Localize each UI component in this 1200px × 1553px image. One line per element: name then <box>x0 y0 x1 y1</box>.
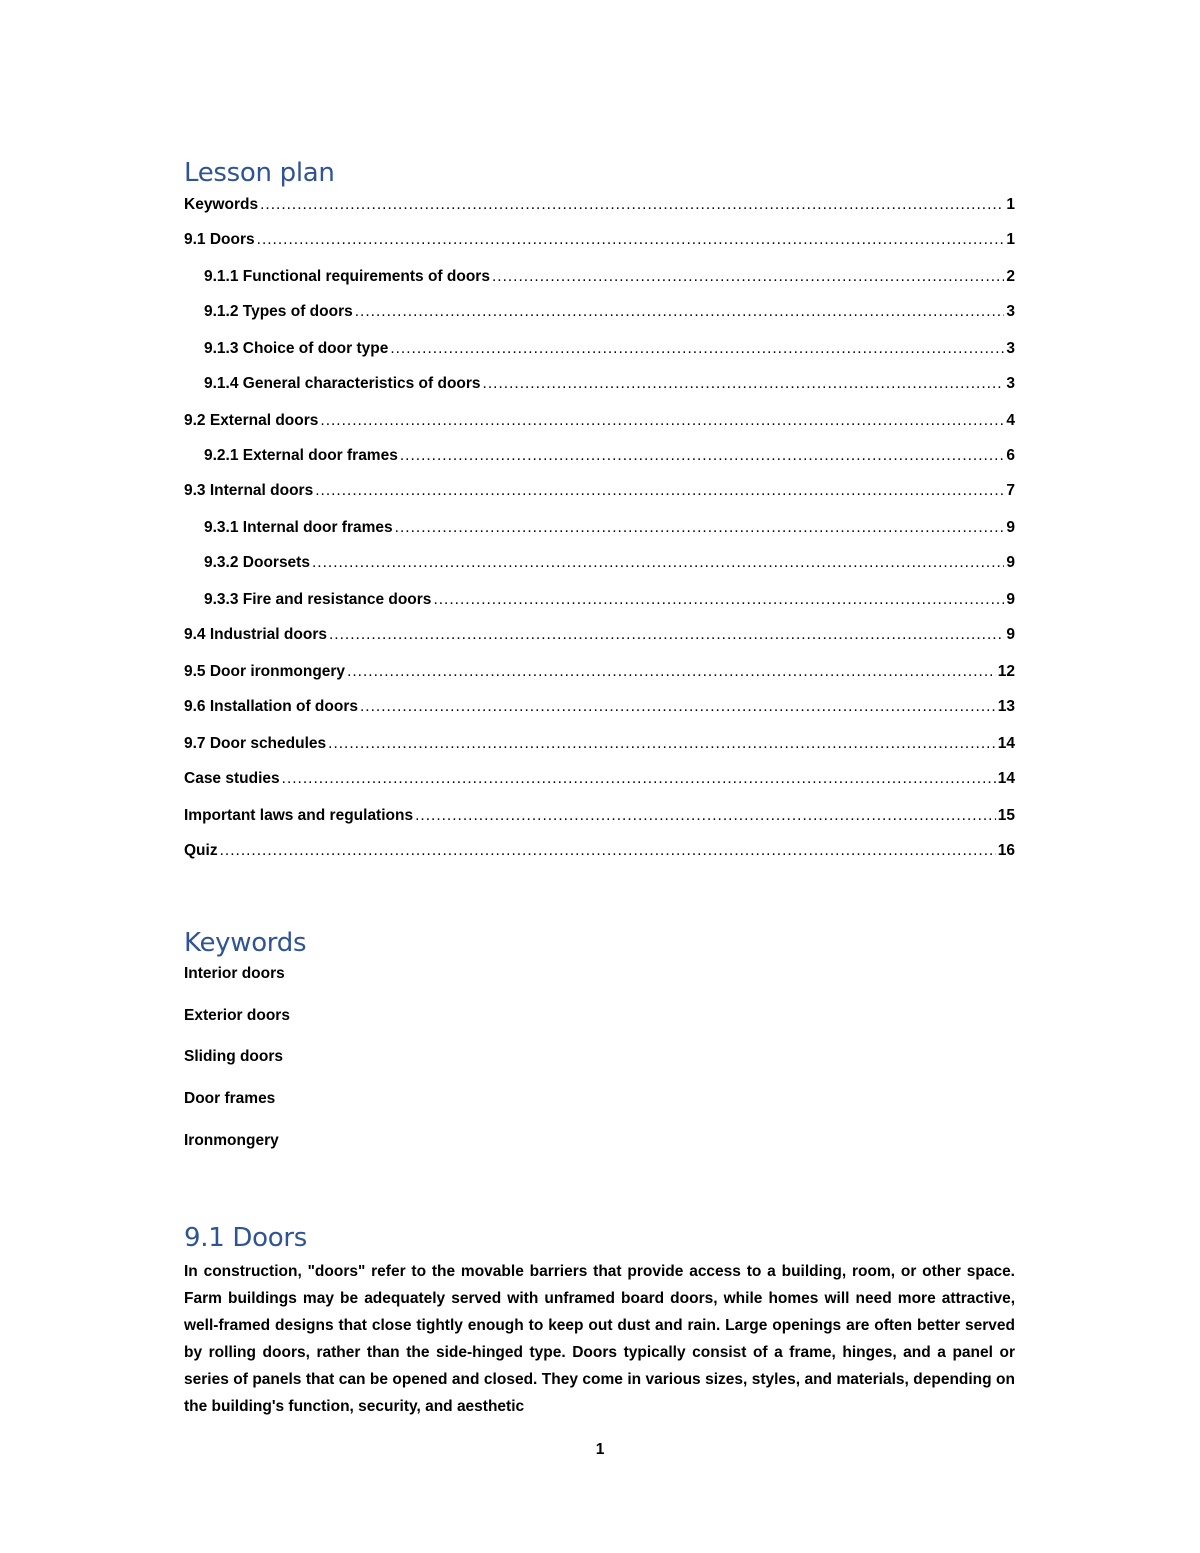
toc-entry[interactable] <box>184 340 1015 362</box>
toc-leader-dots <box>257 231 1005 249</box>
toc-entry-page: 9 <box>1006 554 1015 571</box>
toc-entry-text: 9.1.3 Choice of door type <box>204 340 389 357</box>
toc-entry[interactable] <box>184 807 1015 829</box>
toc-leader-dots <box>433 591 1004 609</box>
toc-leader-dots <box>400 447 1005 465</box>
toc-entry[interactable] <box>184 735 1015 757</box>
toc-entry-page: 12 <box>997 663 1015 680</box>
toc-entry[interactable] <box>184 698 1015 720</box>
toc-entry[interactable] <box>184 447 1015 469</box>
section-paragraph: In construction, "doors" refer to the movable barriers that provide access to a building, room, or other space. Farm buildings may be adequately served with unframed board doors, while homes will need more attractive, well-framed designs that close tightly enough to keep out dust and rain. Large openings are often better served by rolling doors, rather than the side-hinged type. Doors typically consist of a frame, hinges, and a panel or series of panels that can be opened and closed. They come in various sizes, styles, and materials, depending on the building's function, security, and aesthetic <box>184 1263 1015 1415</box>
toc-entry-text: 9.4 Industrial doors <box>184 626 327 643</box>
keyword-item: Interior doors <box>184 965 285 982</box>
toc-entry-text: 9.3.3 Fire and resistance doors <box>204 591 432 608</box>
toc-leader-dots <box>415 807 996 825</box>
toc-entry[interactable] <box>184 303 1015 325</box>
toc-entry-text: 9.3.1 Internal door frames <box>204 519 393 536</box>
toc-entry[interactable] <box>184 554 1015 576</box>
toc-entry[interactable] <box>184 842 1015 864</box>
toc-entry[interactable] <box>184 591 1015 613</box>
toc-leader-dots <box>329 626 1004 644</box>
toc-entry-text: Case studies <box>184 770 280 787</box>
toc-entry-page: 9 <box>1006 519 1015 536</box>
toc-entry[interactable] <box>184 268 1015 290</box>
toc-entry-text: 9.3 Internal doors <box>184 482 314 499</box>
toc-entry[interactable] <box>184 375 1015 397</box>
toc-entry-text: Quiz <box>184 842 218 859</box>
toc-leader-dots <box>315 482 1004 500</box>
toc-entry[interactable] <box>184 663 1015 685</box>
page-number: 1 <box>595 1441 605 1458</box>
toc-entry-text: 9.5 Door ironmongery <box>184 663 346 680</box>
toc-entry-page: 1 <box>1006 231 1015 248</box>
toc-entry-text: 9.1.2 Types of doors <box>204 303 353 320</box>
toc-entry-page: 6 <box>1006 447 1015 464</box>
toc-entry-page: 3 <box>1006 375 1015 392</box>
toc-entry-text: 9.2.1 External door frames <box>204 447 398 464</box>
keywords-title: Keywords <box>184 928 307 958</box>
toc-leader-dots <box>360 698 996 716</box>
toc-entry-text: 9.2 External doors <box>184 412 319 429</box>
toc-entry-page: 3 <box>1006 303 1015 320</box>
keyword-item: Sliding doors <box>184 1048 284 1065</box>
toc-entry-text: 9.6 Installation of doors <box>184 698 358 715</box>
toc-leader-dots <box>328 735 996 753</box>
toc-entry[interactable] <box>184 482 1015 504</box>
toc-leader-dots <box>320 412 1004 430</box>
keyword-item: Door frames <box>184 1090 276 1107</box>
toc-leader-dots <box>355 303 1005 321</box>
section-title: 9.1 Doors <box>184 1223 307 1253</box>
toc-leader-dots <box>312 554 1004 572</box>
toc-entry-page: 7 <box>1006 482 1015 499</box>
keyword-item: Ironmongery <box>184 1132 279 1149</box>
toc-leader-dots <box>483 375 1005 393</box>
toc-entry-page: 14 <box>997 735 1015 752</box>
toc-leader-dots <box>347 663 996 681</box>
toc-entry-page: 3 <box>1006 340 1015 357</box>
toc-entry-text: 9.1 Doors <box>184 231 255 248</box>
toc-entry-text: 9.1.1 Functional requirements of doors <box>204 268 490 285</box>
toc-entry-page: 9 <box>1006 626 1015 643</box>
toc-entry-page: 16 <box>997 842 1015 859</box>
toc-leader-dots <box>220 842 996 860</box>
toc-entry[interactable] <box>184 770 1015 792</box>
keyword-item: Exterior doors <box>184 1007 290 1024</box>
toc-entry[interactable] <box>184 519 1015 541</box>
toc-entry[interactable] <box>184 626 1015 648</box>
toc-leader-dots <box>260 196 1004 214</box>
toc-entry-text: 9.3.2 Doorsets <box>204 554 310 571</box>
toc-entry-text: 9.7 Door schedules <box>184 735 327 752</box>
toc-leader-dots <box>390 340 1004 358</box>
toc-entry-page: 4 <box>1006 412 1015 429</box>
toc-entry-text: 9.1.4 General characteristics of doors <box>204 375 481 392</box>
toc-leader-dots <box>282 770 996 788</box>
toc-entry-page: 15 <box>997 807 1015 824</box>
toc-entry-page: 13 <box>997 698 1015 715</box>
toc-entry-page: 14 <box>997 770 1015 787</box>
toc-entry[interactable] <box>184 412 1015 434</box>
toc-title: Lesson plan <box>184 158 335 188</box>
toc-entry-page: 9 <box>1006 591 1015 608</box>
toc-entry[interactable] <box>184 196 1015 218</box>
toc-entry-page: 2 <box>1006 268 1015 285</box>
toc-leader-dots <box>492 268 1004 286</box>
toc-entry[interactable] <box>184 231 1015 253</box>
toc-leader-dots <box>395 519 1005 537</box>
toc-entry-page: 1 <box>1006 196 1015 213</box>
toc-entry-text: Important laws and regulations <box>184 807 414 824</box>
toc-entry-text: Keywords <box>184 196 259 213</box>
